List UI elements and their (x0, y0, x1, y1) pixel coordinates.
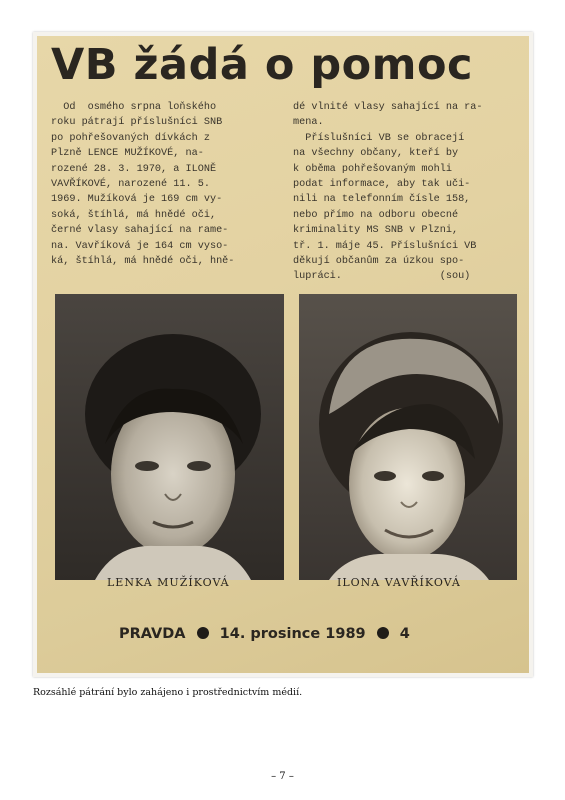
article-text-line: soká, štíhlá, má hnědé oči, (51, 209, 217, 221)
bullet-icon (377, 627, 389, 639)
article-text-line: černé vlasy sahající na rame- (51, 225, 229, 237)
article-text-line: podat informace, aby tak uči- (293, 179, 471, 191)
article-text-line: na. Vavříková je 164 cm vyso- (51, 240, 229, 252)
page-number: – 7 – (271, 771, 294, 782)
article-text-line: rozené 28. 3. 1970, a ILONĚ (51, 163, 217, 175)
photo-ilona-vavrikova (299, 294, 517, 580)
article-text-line: dé vlnité vlasy sahající na ra- (293, 102, 483, 113)
figure-caption: Rozsáhlé pátrání bylo zahájeno i prostřednictvím médií. (33, 687, 303, 698)
article-text-line: nili na telefonním čísle 158, (293, 194, 471, 206)
article-text-line: ká, štíhlá, má hnědé oči, hně- (51, 256, 235, 268)
portrait-photo-2 (299, 294, 517, 580)
photo-caption-left: LENKA MUŽÍKOVÁ (107, 576, 230, 589)
portrait-photo-1 (55, 294, 284, 580)
newspaper-masthead-footer (119, 626, 410, 642)
article-text-line: děkují občanům za úzkou spo- (293, 256, 465, 268)
article-text-line: roku pátrají příslušníci SNB (51, 117, 223, 129)
newspaper-clipping (33, 32, 533, 677)
article-text-line: 1969. Mužíková je 169 cm vy- (51, 194, 223, 206)
article-right-column (293, 100, 521, 285)
article-text-line: Od osmého srpna loňského (51, 102, 217, 113)
photo-lenka-muzikova (55, 294, 284, 580)
issue-date: 14. prosince 1989 (219, 626, 366, 642)
article-text-line: Příslušníci VB se obracejí (293, 132, 465, 144)
article-headline: VB žádá o pomoc (51, 40, 474, 90)
newspaper-name: PRAVDA (119, 626, 186, 642)
article-text-line: nebo přímo na odboru obecné (293, 209, 459, 221)
article-text-line: lupráci. (sou) (293, 271, 471, 283)
article-text-line: k oběma pohřešovaným mohli (293, 163, 452, 175)
article-text-line: na všechny občany, kteří by (293, 148, 459, 160)
article-text-line: Plzně LENCE MUŽÍKOVÉ, na- (51, 148, 204, 160)
article-text-line: po pohřešovaných dívkách z (51, 132, 210, 144)
photo-caption-right: ILONA VAVŘÍKOVÁ (337, 576, 461, 589)
article-text-line: VAVŘÍKOVÉ, narozené 11. 5. (51, 179, 210, 191)
article-left-column (51, 100, 283, 269)
clipping-paper (37, 36, 529, 673)
article-text-line: tř. 1. máje 45. Příslušníci VB (293, 240, 477, 252)
bullet-icon (197, 627, 209, 639)
article-text-line: mena. (293, 117, 324, 129)
newspaper-page-number: 4 (399, 626, 410, 642)
article-text-line: kriminality MS SNB v Plzni, (293, 225, 459, 237)
